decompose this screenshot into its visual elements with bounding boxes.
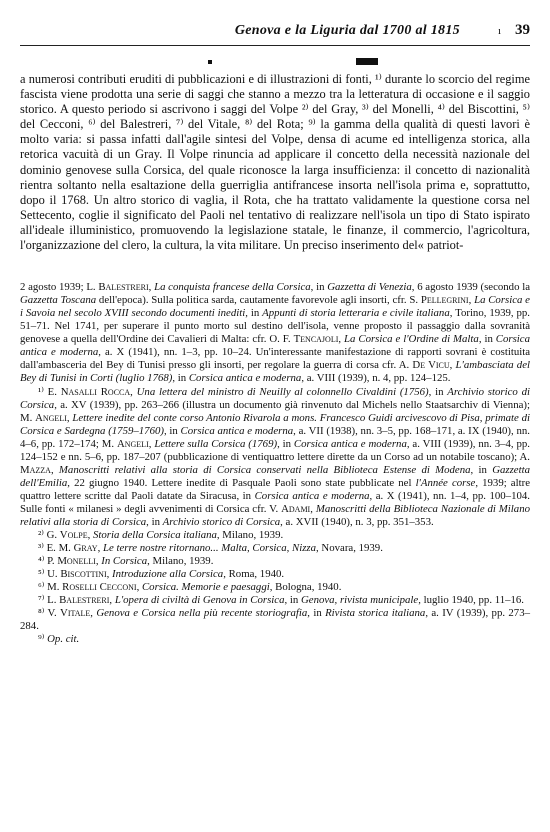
footnote-6: ⁶⁾ M. Roselli Cecconi, Corsica. Memorie e paesaggi, Bologna, 1940. bbox=[38, 581, 342, 594]
main-text bbox=[20, 72, 530, 253]
ink-marks bbox=[20, 58, 530, 68]
footnote-2: ²⁾ G. Volpe, Storia della Corsica italiana, Milano, 1939. bbox=[38, 529, 284, 542]
header-mark: ı bbox=[497, 25, 501, 37]
running-head: Genova e la Liguria dal 1700 al 1815 bbox=[234, 23, 460, 38]
footnotes bbox=[20, 281, 530, 646]
footnote-3: ³⁾ E. M. Gray, Le terre nostre ritornano... Malta, Corsica, Nizza, Novara, 1939. bbox=[38, 542, 383, 555]
page bbox=[20, 22, 530, 646]
main-paragraph: a numerosi contributi eruditi di pubblicazioni e di illustrazioni di fonti, ¹⁾ durante lo scorcio del regime fascista viene prodotta una serie di saggi che stanno a mezzo tra la letteratura di occasione e il saggio storico. A questo periodo si ascrivono i saggi del Volpe ²⁾ del Gray, ³⁾ del Monelli, ⁴⁾ del Biscottini, ⁵⁾ del Cecconi, ⁶⁾ del Balestreri, ⁷⁾ del Vitale, ⁸⁾ del Rota; ⁹⁾ la gamma della qualità di questi lavori è molto varia: si passa infatti dall'agile sintesi del Volpe, densa di acume ed intelligenza storica, alla retorica vacuità di un Gray. Il Volpe rinuncia ad applicare il concetto della necessità nazionale del dominio genovese sulla Corsica, del quale riconosce la larga insufficienza: il concetto di nazionalità rientra soltanto nella esaltazione della guerriglia antifrancese insorta nell'isola prima e, soprattutto, dopo il 1768. Un altro storico di vaglia, il Rota, che ha trattato validamente la questione corsa nel Settecento, coglie il significato del Paoli nel tentativo di realizzare nell'isola un tipo di Stato ispirato all'ideale illuministico, promuovendo la legislazione statale, le finanze, il commercio, l'agricoltura, l'organizzazione del clero, la cultura, la vita militare. Un preciso inserimento del« patriot- bbox=[20, 72, 530, 253]
footnote-8: ⁸⁾ V. Vitale, Genova e Corsica nella più recente storiografia, in Rivista storica italiana, a. IV (1939), pp. 273–284. bbox=[20, 607, 530, 633]
footnote-4: ⁴⁾ P. Monelli, In Corsica, Milano, 1939. bbox=[38, 555, 214, 568]
footnote-5: ⁵⁾ U. Biscottini, Introduzione alla Corsica, Roma, 1940. bbox=[38, 568, 285, 581]
footnote-7: ⁷⁾ L. Balestreri, L'opera di civiltà di Genova in Corsica, in Genova, rivista municipale, luglio 1940, pp. 11–16. bbox=[38, 594, 525, 607]
ink-dot bbox=[208, 60, 212, 64]
page-header bbox=[20, 22, 530, 46]
footnote-1: ¹⁾ E. Nasalli Rocca, Una lettera del ministro di Neuilly al colonnello Civaldini (1756), in Archivio storico di Corsica, a. XV (1939), pp. 263–266 (illustra un documento già rinvenuto dal Michels nello Staatsarchiv di Vienna); M. Angeli, Lettere inedite del conte corso Antonio Rivarola a mons. Francesco Guidi arcivescovo di Pisa, primate di Corsica e Sardegna (1759–1760), in Corsica antica e moderna, a. VII (1938), nn. 3–5, pp. 168–171, a. IX (1940), nn. 4–6, pp. 172–174; M. Angeli, Lettere sulla Corsica (1769), in Corsica antica e moderna, a. VIII (1939), nn. 3–4, pp. 124–152 e nn. 5–6, pp. 187–207 (pubblicazione di ventiquattro lettere dirette da un Corso ad un notabile toscano); A. Mazza, Manoscritti relativi alla storia di Corsica conservati nella Biblioteca Estense di Modena, in Gazzetta dell'Emilia, 22 giugno 1940. Lettere inedite di Pasquale Paoli sono state pubblicate nel l'Année corse, 1939; altre quattro lettere scritte dal Paoli datate da Siracusa, in Corsica antica e moderna, a. X (1941), nn. 1–4, pp. 100–104. Sulle fonti « milanesi » degli avvenimenti di Corsica cfr. V. Adami, Manoscritti della Biblioteca Nazionale di Milano relativi alla storia di Corsica, in Archivio storico di Corsica, a. XVII (1940), n. 3, pp. 351–353. bbox=[20, 385, 531, 528]
footnote-continuation: 2 agosto 1939; L. Balestreri, La conquista francese della Corsica, in Gazzetta di Venezia, 6 agosto 1939 (secondo la Gazzetta Toscana dell'epoca). Sulla politica sarda, cautamente favorevole agli insorti, cfr. S. Pellegrini, La Corsica e i Savoia nel secolo XVIII secondo documenti inediti, in Appunti di storia letteraria e civile italiana, Torino, 1939, pp. 51–71. Nel 1741, per superare il punto morto sul destino dell'isola, venne proposto il passaggio dalla sovranità genovese a quella dell'Ordine dei Cavalieri di Malta: cfr. O. F. Tencajoli, La Corsica e l'Ordine di Malta, in Corsica antica e moderna, a. X (1941), nn. 1–3, pp. 10–24. Un'interessante manifestazione di rapporti sovrani è costituita dall'ambasceria del Bey di Tunisi presso gli insorti, per regolare la guerra di corsa cfr. A. De Vicu, L'ambasciata del Bey di Tunisi in Corti (luglio 1768), in Corsica antica e moderna, a. VIII (1939), n. 4, pp. 124–125. bbox=[20, 281, 531, 385]
ink-blot bbox=[356, 58, 378, 65]
footnote-9: ⁹⁾ Op. cit. bbox=[38, 633, 80, 646]
page-number: 39 bbox=[515, 22, 530, 38]
